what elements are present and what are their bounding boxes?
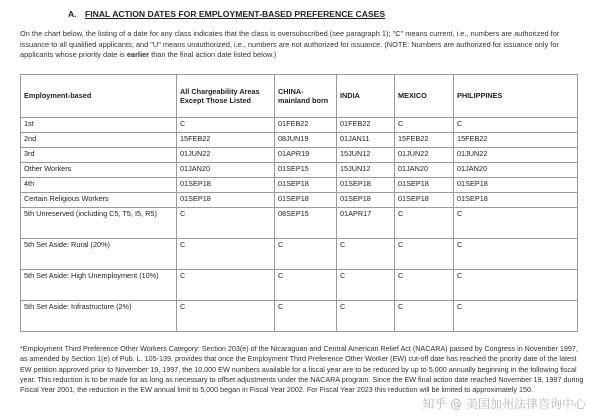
final-action-dates-table	[20, 74, 578, 332]
table-row	[21, 133, 578, 148]
header-employment-based: Employment-based	[21, 75, 177, 118]
table-cell: 01SEP18	[395, 193, 454, 208]
table-cell: 01FEB22	[337, 118, 395, 133]
table-cell: 01APR19	[275, 148, 337, 163]
table-cell: 01JAN11	[337, 133, 395, 148]
header-philippines: PHILIPPINES	[454, 75, 578, 118]
row-label: 5th Set Aside: High Unemployment (10%)	[21, 270, 177, 301]
table-cell: 01SEP18	[337, 178, 395, 193]
row-label: 3rd	[21, 148, 177, 163]
table-cell: C	[275, 239, 337, 270]
row-label: 5th Unreserved (including C5, T5, I5, R5)	[21, 208, 177, 239]
table-row	[21, 193, 578, 208]
table-cell: C	[395, 118, 454, 133]
table-cell: C	[337, 301, 395, 332]
table-cell: C	[395, 208, 454, 239]
header-india: INDIA	[337, 75, 395, 118]
table-cell: 01SEP18	[275, 193, 337, 208]
table-cell: 15FEB22	[454, 133, 578, 148]
row-label: Other Workers	[21, 163, 177, 178]
table-cell: 15JUN12	[337, 163, 395, 178]
table-row	[21, 178, 578, 193]
table-cell: 01SEP18	[454, 193, 578, 208]
table-cell: 08SEP15	[275, 208, 337, 239]
table-cell: 01JAN20	[177, 163, 275, 178]
table-cell: C	[395, 270, 454, 301]
row-label: 5th Set Aside: Rural (20%)	[21, 239, 177, 270]
footnote: *Employment Third Preference Other Workers Category: Section 203(e) of the Nicaraguan and Central American Relief Act (NACARA) passed by Congress in November 1997, as amended by Section 1(e) of Pub. L. 105-139, provides that once the Employment Third Preference Other Worker (EW) cut-off date has reached the priority date of the latest EW petition approved prior to November 19, 1997, the 10,000 EW numbers available for a fiscal year are to be reduced by up to 5,000 annually beginning in the following fiscal year. This reduction is to be made for as long as necessary to offset adjustments under the NACARA program. Since the EW final action date reached November 19, 1997 during Fiscal Year 2001, the reduction in the EW annual limit to 5,000 began in Fiscal Year 2002. For Fiscal Year 2023 this reduction will be limited to approximately 150.	[20, 344, 584, 395]
header-china: CHINA-mainland born	[275, 75, 337, 118]
table-cell: C	[454, 239, 578, 270]
table-cell: C	[454, 208, 578, 239]
section-prefix: A.	[68, 9, 77, 19]
section-title: FINAL ACTION DATES FOR EMPLOYMENT-BASED PREFERENCE CASES	[84, 9, 386, 19]
table-cell: C	[177, 118, 275, 133]
table-row	[21, 301, 578, 332]
watermark: 知乎 @ 美国加州法律咨询中心	[422, 397, 586, 411]
table-cell: C	[177, 239, 275, 270]
table-row	[21, 163, 578, 178]
table-cell: C	[275, 270, 337, 301]
section-heading	[68, 9, 385, 19]
table-row	[21, 270, 578, 301]
table-cell: C	[337, 239, 395, 270]
table-cell: 15JUN12	[337, 148, 395, 163]
table-header-row	[21, 75, 578, 118]
intro-bold: earlier	[126, 50, 150, 60]
row-label: 4th	[21, 178, 177, 193]
row-label: 5th Set Aside: Infrastructure (2%)	[21, 301, 177, 332]
intro-paragraph	[20, 29, 582, 61]
table-cell: 01SEP18	[337, 193, 395, 208]
header-all-chargeability: All Chargeability Areas Except Those Listed	[177, 75, 275, 118]
table-cell: 01SEP18	[177, 193, 275, 208]
table-row	[21, 208, 578, 239]
table-cell: C	[177, 270, 275, 301]
row-label: 1st	[21, 118, 177, 133]
table-cell: 01JUN22	[395, 148, 454, 163]
table-cell: 01JUN22	[177, 148, 275, 163]
table-cell: C	[177, 208, 275, 239]
table-cell: 01SEP18	[177, 178, 275, 193]
table-row	[21, 118, 578, 133]
table-cell: 01JUN22	[454, 148, 578, 163]
table-cell: 01SEP18	[395, 178, 454, 193]
intro-text-1: On the chart below, the listing of a date for any class indicates that the class is oversubscribed (see paragraph 1); "C" means current, i.e., numbers are authorized for issuance to all qualified applicants; and "U" means unauthorized, i.e., numbers are not authorized for issuance. (NOTE: Numbers are authorized for issuance only for applicants whose priority date is	[20, 29, 560, 60]
table-cell: C	[177, 301, 275, 332]
table-cell: 01FEB22	[275, 118, 337, 133]
table-cell: C	[337, 270, 395, 301]
table-cell: C	[395, 239, 454, 270]
table-row	[21, 148, 578, 163]
table-cell: 15FEB22	[177, 133, 275, 148]
table-cell: C	[275, 301, 337, 332]
table-row	[21, 239, 578, 270]
row-label: Certain Religious Workers	[21, 193, 177, 208]
header-mexico: MEXICO	[395, 75, 454, 118]
row-label: 2nd	[21, 133, 177, 148]
table-cell: C	[395, 301, 454, 332]
table-cell: 08JUN19	[275, 133, 337, 148]
table-cell: C	[454, 270, 578, 301]
intro-text-2: than the final action date listed below.)	[149, 50, 277, 60]
table-cell: 01SEP18	[275, 178, 337, 193]
table-cell: C	[454, 301, 578, 332]
table-cell: 15FEB22	[395, 133, 454, 148]
table-cell: C	[454, 118, 578, 133]
table-cell: 01APR17	[337, 208, 395, 239]
table-cell: 01JAN20	[395, 163, 454, 178]
table-cell: 01SEP18	[454, 178, 578, 193]
table-cell: 01SEP15	[275, 163, 337, 178]
table-cell: 01JAN20	[454, 163, 578, 178]
